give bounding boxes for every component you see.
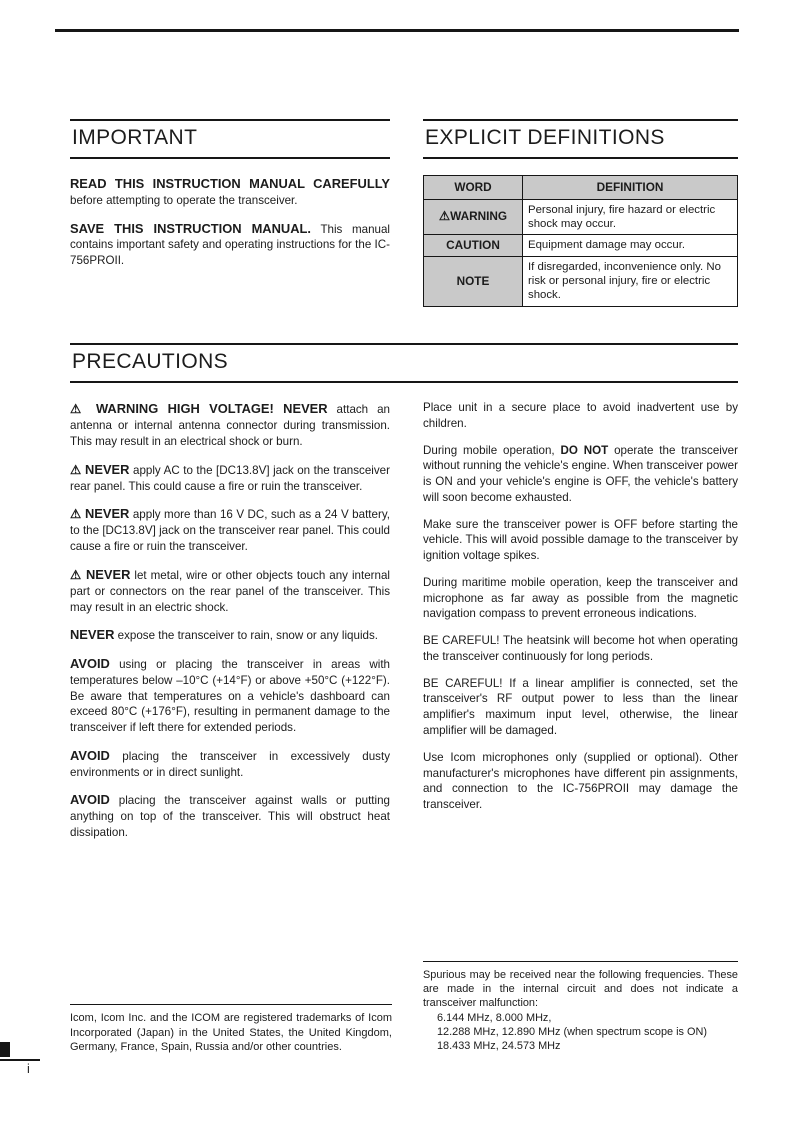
- paragraph-text: placing the transceiver against walls or putting anything on top of the transceiver. This will obstruct heat dissipation.: [70, 794, 390, 840]
- paragraph-text: Make sure the transceiver power is OFF before starting the vehicle. This will avoid possible damage to the transceiver by ignition voltage spikes.: [423, 517, 738, 563]
- paragraph-text: placing the transceiver in excessively dusty environments or in direct sunlight.: [70, 749, 390, 779]
- precaution-paragraph: [423, 400, 738, 432]
- precaution-paragraph: [423, 517, 738, 564]
- precautions-columns: [70, 400, 738, 841]
- warning-icon: ⚠: [438, 209, 451, 224]
- definition-cell: Personal injury, fire hazard or electric shock may occur.: [523, 199, 738, 235]
- table-row: [424, 235, 738, 257]
- paragraph-text: During maritime mobile operation, keep the transceiver and microphone as far away as possible from the magnetic navigation compass to prevent erroneous indications.: [423, 575, 738, 621]
- important-section: [70, 119, 390, 307]
- frequency-line: 12.288 MHz, 12.890 MHz (when spectrum scope is ON): [437, 1025, 707, 1038]
- page-number-rule: [0, 1059, 40, 1061]
- precaution-paragraph: [70, 791, 390, 840]
- paragraph-text: apply AC to the [DC13.8V] jack on the transceiver rear panel. This could cause a fire or ruin the transceiver.: [70, 463, 390, 493]
- warning-icon: ⚠: [70, 507, 82, 522]
- paragraph-text: using or placing the transceiver in areas with temperatures below –10°C (+14°F) or above +50°C (+122°F). Be aware that temperatures on a vehicle's dashboard can exceed 80°C (+176°F), resulting in permanent damage to the transceiver if left there for extended periods.: [70, 658, 390, 735]
- precautions-section: [70, 343, 738, 841]
- paragraph-text: attach an antenna or internal antenna connector during transmission. This may result in an electrical shock or burn.: [70, 403, 390, 448]
- warning-icon: ⚠: [70, 567, 82, 582]
- paragraph-text: let metal, wire or other objects touch any internal part or connectors on the rear panel of the transceiver. This may result in an electric shock.: [70, 568, 390, 614]
- paragraph-lead: DO NOT: [560, 443, 609, 457]
- warning-icon: ⚠: [70, 402, 87, 416]
- paragraph-text: apply more than 16 V DC, such as a 24 V battery, to the [DC13.8V] jack on the transceiver rear panel. This could cause a fire or ruin the transceiver.: [70, 508, 390, 554]
- precaution-paragraph: [70, 566, 390, 616]
- table-row: [424, 199, 738, 235]
- precaution-paragraph: [70, 505, 390, 555]
- definition-cell: If disregarded, inconvenience only. No risk or personal injury, fire or electric shock.: [523, 256, 738, 306]
- spurious-footnote: [423, 961, 738, 1053]
- table-row: [424, 256, 738, 306]
- column-header-definition: DEFINITION: [523, 176, 738, 200]
- paragraph-lead: READ THIS INSTRUCTION MANUAL CAREFULLY: [70, 176, 390, 191]
- precaution-paragraph: [70, 461, 390, 495]
- important-paragraph: [70, 220, 390, 269]
- table-header-row: [424, 176, 738, 200]
- column-header-word: WORD: [424, 176, 523, 200]
- word-label: WARNING: [450, 209, 508, 224]
- important-heading: IMPORTANT: [70, 119, 390, 159]
- trademark-footnote: Icom, Icom Inc. and the ICOM are registered trademarks of Icom Incorporated (Japan) in the United States, the United Kingdom, Germany, France, Spain, Russia and/or other countries.: [70, 1004, 392, 1055]
- warning-icon: ⚠: [70, 462, 82, 477]
- word-cell: NOTE: [424, 256, 523, 306]
- paragraph-text: BE CAREFUL! If a linear amplifier is connected, set the transceiver's RF output power to less than the linear amplifier's maximum input level, otherwise, the linear amplifier will be damaged.: [423, 676, 738, 738]
- important-paragraph: [70, 175, 390, 209]
- paragraph-lead: AVOID: [70, 656, 110, 672]
- paragraph-lead: AVOID: [70, 747, 110, 763]
- paragraph-text: Use Icom microphones only (supplied or optional). Other manufacturer's microphones have different pin assignments, and connection to the IC-756PROII may damage the transceiver.: [423, 750, 738, 812]
- paragraph-text: operate the transceiver without running the vehicle's engine. When transceiver power is ON and your vehicle's engine is OFF, the vehicle's battery will soon become exhausted.: [423, 443, 738, 504]
- paragraph-text: During mobile operation,: [423, 443, 561, 457]
- word-cell: CAUTION: [424, 235, 523, 257]
- top-rule: [55, 29, 739, 32]
- precaution-paragraph: [423, 676, 738, 739]
- paragraph-text: Place unit in a secure place to avoid inadvertent use by children.: [423, 401, 738, 430]
- page-edge-tab: [0, 1042, 10, 1057]
- paragraph-lead: SAVE THIS INSTRUCTION MANUAL.: [70, 220, 312, 236]
- frequency-line: 6.144 MHz, 8.000 MHz,: [437, 1011, 552, 1024]
- paragraph-text: BE CAREFUL! The heatsink will become hot when operating the transceiver continuously for long periods.: [423, 634, 738, 663]
- word-cell: [424, 199, 523, 235]
- precaution-paragraph: [70, 400, 390, 450]
- paragraph-text: before attempting to operate the transceiver.: [70, 193, 298, 207]
- precaution-paragraph: [423, 750, 738, 813]
- precaution-paragraph: [423, 633, 738, 665]
- important-body: [70, 175, 390, 269]
- spurious-intro: Spurious may be received near the following frequencies. These are made in the internal circuit and does not indicate a transceiver malfunction:: [423, 969, 738, 1010]
- paragraph-lead: WARNING HIGH VOLTAGE! NEVER: [95, 401, 328, 416]
- frequency-line: 18.433 MHz, 24.573 MHz: [437, 1039, 561, 1052]
- precaution-paragraph: [423, 575, 738, 622]
- paragraph-text: This manual contains important safety and operating instructions for the IC-756PROII.: [70, 222, 391, 268]
- explicit-definitions-heading: EXPLICIT DEFINITIONS: [423, 119, 738, 159]
- paragraph-lead: NEVER: [85, 461, 130, 477]
- page-number: i: [27, 1062, 30, 1076]
- paragraph-lead: NEVER: [84, 506, 130, 522]
- precautions-left-column: [70, 400, 390, 841]
- paragraph-lead: NEVER: [70, 627, 115, 643]
- precautions-right-column: [423, 400, 738, 841]
- paragraph-lead: NEVER: [85, 566, 131, 582]
- paragraph-lead: AVOID: [70, 792, 110, 808]
- definition-cell: Equipment damage may occur.: [523, 235, 738, 257]
- paragraph-text: expose the transceiver to rain, snow or any liquids.: [114, 629, 378, 643]
- definitions-table: [423, 175, 738, 307]
- precaution-paragraph: [70, 626, 390, 644]
- explicit-definitions-section: [423, 119, 738, 307]
- precaution-paragraph: [423, 443, 738, 506]
- precaution-paragraph: [70, 655, 390, 736]
- header-section: [70, 119, 738, 307]
- precautions-heading: PRECAUTIONS: [70, 343, 738, 383]
- precaution-paragraph: [70, 747, 390, 781]
